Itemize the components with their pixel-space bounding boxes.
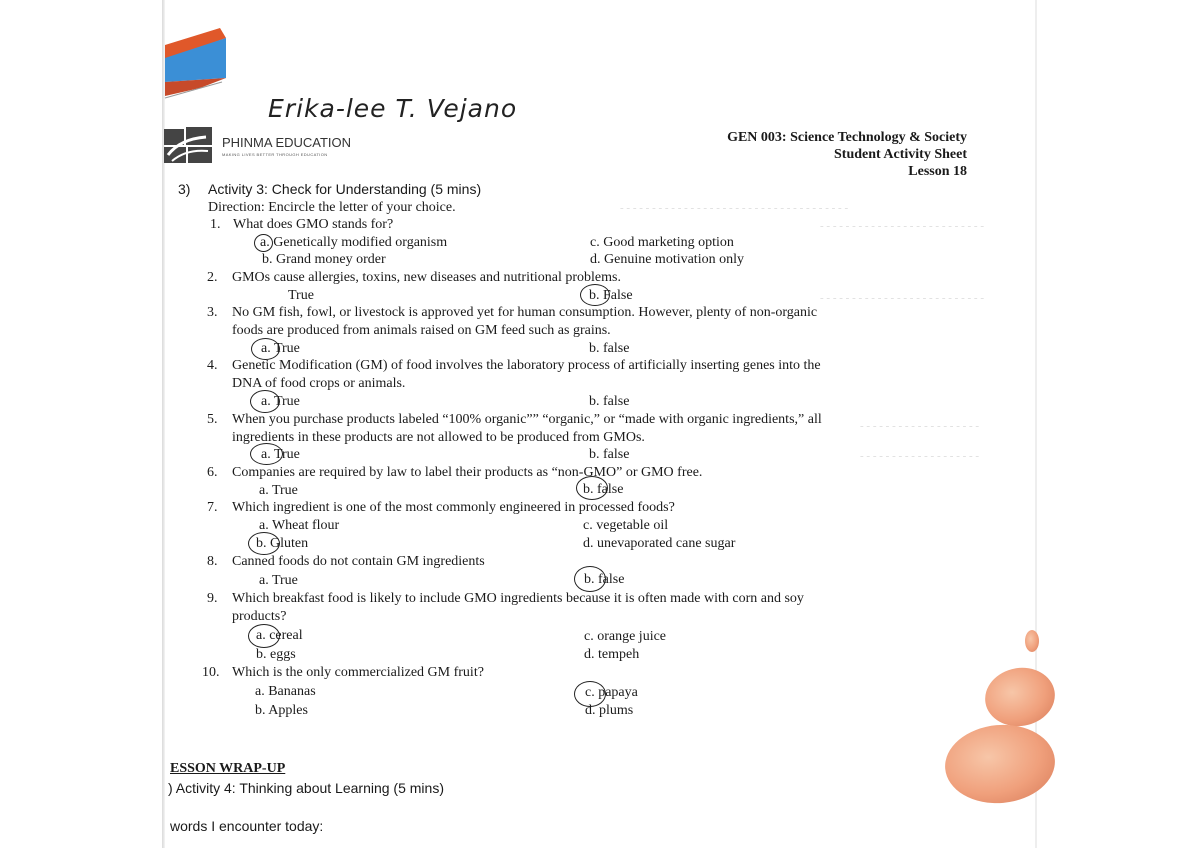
- answer-choice[interactable]: b. False: [589, 288, 633, 303]
- question-number: 6.: [207, 465, 218, 480]
- question-text-continued: DNA of food crops or animals.: [232, 376, 406, 391]
- question-text: Genetic Modification (GM) of food involves the laboratory process of artificially inserting genes into the: [232, 358, 821, 373]
- brand-tagline: MAKING LIVES BETTER THROUGH EDUCATION: [222, 152, 328, 157]
- answer-choice[interactable]: a. Wheat flour: [259, 518, 340, 533]
- finger-image: [980, 662, 1059, 731]
- activity-direction: Direction: Encircle the letter of your choice.: [208, 200, 456, 215]
- answer-circle: [580, 284, 610, 306]
- answer-choice[interactable]: b. false: [589, 447, 630, 462]
- answer-choice[interactable]: b. eggs: [256, 647, 296, 662]
- answer-choice[interactable]: c. orange juice: [584, 629, 667, 644]
- answer-choice[interactable]: a. True: [261, 394, 300, 409]
- answer-choice[interactable]: c. papaya: [585, 685, 638, 700]
- answer-choice[interactable]: c. Good marketing option: [590, 235, 734, 250]
- answer-choice[interactable]: b. Apples: [255, 703, 308, 718]
- question-text: GMOs cause allergies, toxins, new diseases and nutritional problems.: [232, 270, 621, 285]
- answer-circle: [574, 681, 606, 707]
- question-number: 10.: [202, 665, 220, 680]
- finger-image: [1025, 630, 1039, 652]
- answer-choice[interactable]: b. false: [589, 341, 630, 356]
- question-text: What does GMO stands for?: [233, 217, 394, 232]
- answer-choice[interactable]: True: [288, 288, 314, 303]
- question-text-continued: ingredients in these products are not allowed to be produced from GMOs.: [232, 430, 645, 445]
- question-number: 8.: [207, 554, 218, 569]
- answer-circle: [574, 566, 606, 592]
- answer-circle: [576, 476, 608, 500]
- answer-choice[interactable]: b. false: [589, 394, 630, 409]
- answer-choice[interactable]: b. false: [584, 572, 625, 587]
- question-number: 1.: [210, 217, 221, 232]
- answer-choice[interactable]: b. Grand money order: [262, 252, 386, 267]
- question-text: When you purchase products labeled “100% organic”” “organic,” or “made with organic ingredients,” all: [232, 412, 822, 427]
- phinma-logo-icon: [160, 125, 218, 167]
- question-text: Which is the only commercialized GM fruit?: [232, 665, 484, 680]
- question-text: Canned foods do not contain GM ingredients: [232, 554, 485, 569]
- question-number: 4.: [207, 358, 218, 373]
- answer-choice[interactable]: a. Bananas: [255, 684, 316, 699]
- answer-choice[interactable]: c. vegetable oil: [583, 518, 669, 533]
- activity-number: 3): [178, 181, 191, 197]
- question-number: 5.: [207, 412, 218, 427]
- answer-choice[interactable]: d. plums: [585, 703, 634, 718]
- sheet-title: Student Activity Sheet: [834, 147, 967, 162]
- student-name: Erika-lee T. Vejano: [268, 94, 518, 123]
- activity-title: Activity 3: Check for Understanding (5 mins): [208, 181, 482, 197]
- answer-circle: [254, 234, 273, 252]
- question-text-continued: foods are produced from animals raised on GM feed such as grains.: [232, 323, 611, 338]
- question-text: Which ingredient is one of the most commonly engineered in processed foods?: [232, 500, 675, 515]
- question-number: 3.: [207, 305, 218, 320]
- lesson-label: Lesson 18: [908, 164, 967, 179]
- answer-circle: [250, 390, 280, 413]
- bleed-text: - - - - - - - - - - - - - - - - - - - - - - - - - - - - - - - - - - - -: [620, 202, 849, 214]
- wrapup-title: ESSON WRAP-UP: [170, 761, 286, 776]
- question-number: 2.: [207, 270, 218, 285]
- question-number: 7.: [207, 500, 218, 515]
- question-text: Which breakfast food is likely to include GMO ingredients because it is often made with corn and soy: [232, 591, 804, 606]
- corner-sticker: [160, 20, 230, 110]
- answer-choice[interactable]: a. Genetically modified organism: [260, 235, 448, 250]
- answer-choice[interactable]: d. Genuine motivation only: [590, 252, 744, 267]
- bleed-text: - - - - - - - - - - - - - - - - - - -: [860, 420, 980, 432]
- answer-choice[interactable]: a. True: [261, 447, 300, 462]
- question-text: No GM fish, fowl, or livestock is approved yet for human consumption. However, plenty of non-organic: [232, 305, 818, 320]
- bleed-text: - - - - - - - - - - - - - - - - - - -: [860, 450, 980, 462]
- course-title: GEN 003: Science Technology & Society: [727, 130, 967, 145]
- answer-choice[interactable]: b. Gluten: [256, 536, 309, 551]
- answer-circle: [250, 443, 283, 465]
- activity4-title: ) Activity 4: Thinking about Learning (5 mins): [168, 780, 444, 796]
- answer-choice[interactable]: d. unevaporated cane sugar: [583, 536, 736, 551]
- answer-choice[interactable]: a. True: [261, 341, 300, 356]
- question-text: Companies are required by law to label their products as “non-GMO” or GMO free.: [232, 465, 703, 480]
- brand-name: PHINMA EDUCATION: [222, 135, 352, 150]
- question-number: 9.: [207, 591, 218, 606]
- answer-circle: [248, 532, 280, 555]
- answer-choice[interactable]: d. tempeh: [584, 647, 640, 662]
- words-prompt: words I encounter today:: [170, 818, 324, 834]
- bleed-text: - - - - - - - - - - - - - - - - - - - - - - - - - -: [820, 292, 984, 304]
- bleed-text: - - - - - - - - - - - - - - - - - - - - - - - - - -: [820, 220, 984, 232]
- answer-circle: [248, 624, 280, 648]
- answer-choice[interactable]: a. True: [259, 573, 298, 588]
- answer-choice[interactable]: b. false: [583, 482, 624, 497]
- finger-image: [942, 720, 1058, 807]
- answer-choice[interactable]: a. cereal: [256, 628, 303, 643]
- answer-choice[interactable]: a. True: [259, 483, 298, 498]
- question-text-continued: products?: [232, 609, 287, 624]
